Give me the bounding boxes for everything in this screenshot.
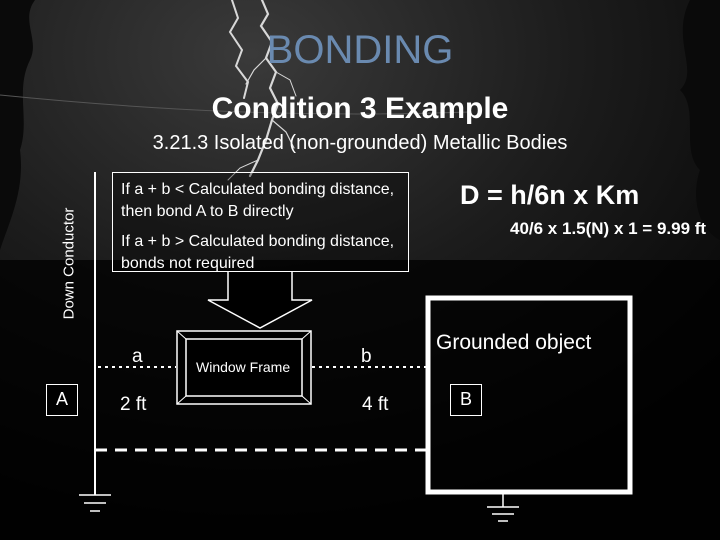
slide-subtitle: Condition 3 Example [211, 92, 509, 125]
distance-b-value: 4 ft [362, 394, 389, 415]
distance-a-label: a [132, 346, 143, 367]
rule-bond-directly: If a + b < Calculated bonding distance, then bond A to B directly [121, 181, 395, 220]
section-heading: 3.21.3 Isolated (non-grounded) Metallic Bodies [152, 132, 568, 154]
grounded-object-label: Grounded object [436, 331, 592, 354]
bonding-distance-formula: D = h/6n x Km [460, 180, 640, 210]
down-conductor-label: Down Conductor [60, 207, 78, 320]
ground-symbol-right [487, 492, 519, 521]
point-A-label: A [46, 384, 78, 416]
distance-b-label: b [361, 346, 372, 367]
bonding-distance-calculation: 40/6 x 1.5(N) x 1 = 9.99 ft [510, 219, 707, 238]
ground-symbol-left [79, 495, 111, 511]
point-B-label: B [450, 384, 482, 416]
callout-arrow [208, 272, 312, 328]
slide-title: BONDING [266, 28, 454, 72]
window-frame-label: Window Frame [196, 359, 291, 375]
distance-a-value: 2 ft [120, 394, 147, 415]
rule-bonds-not-required: If a + b > Calculated bonding distance, bonds not required [121, 233, 395, 272]
